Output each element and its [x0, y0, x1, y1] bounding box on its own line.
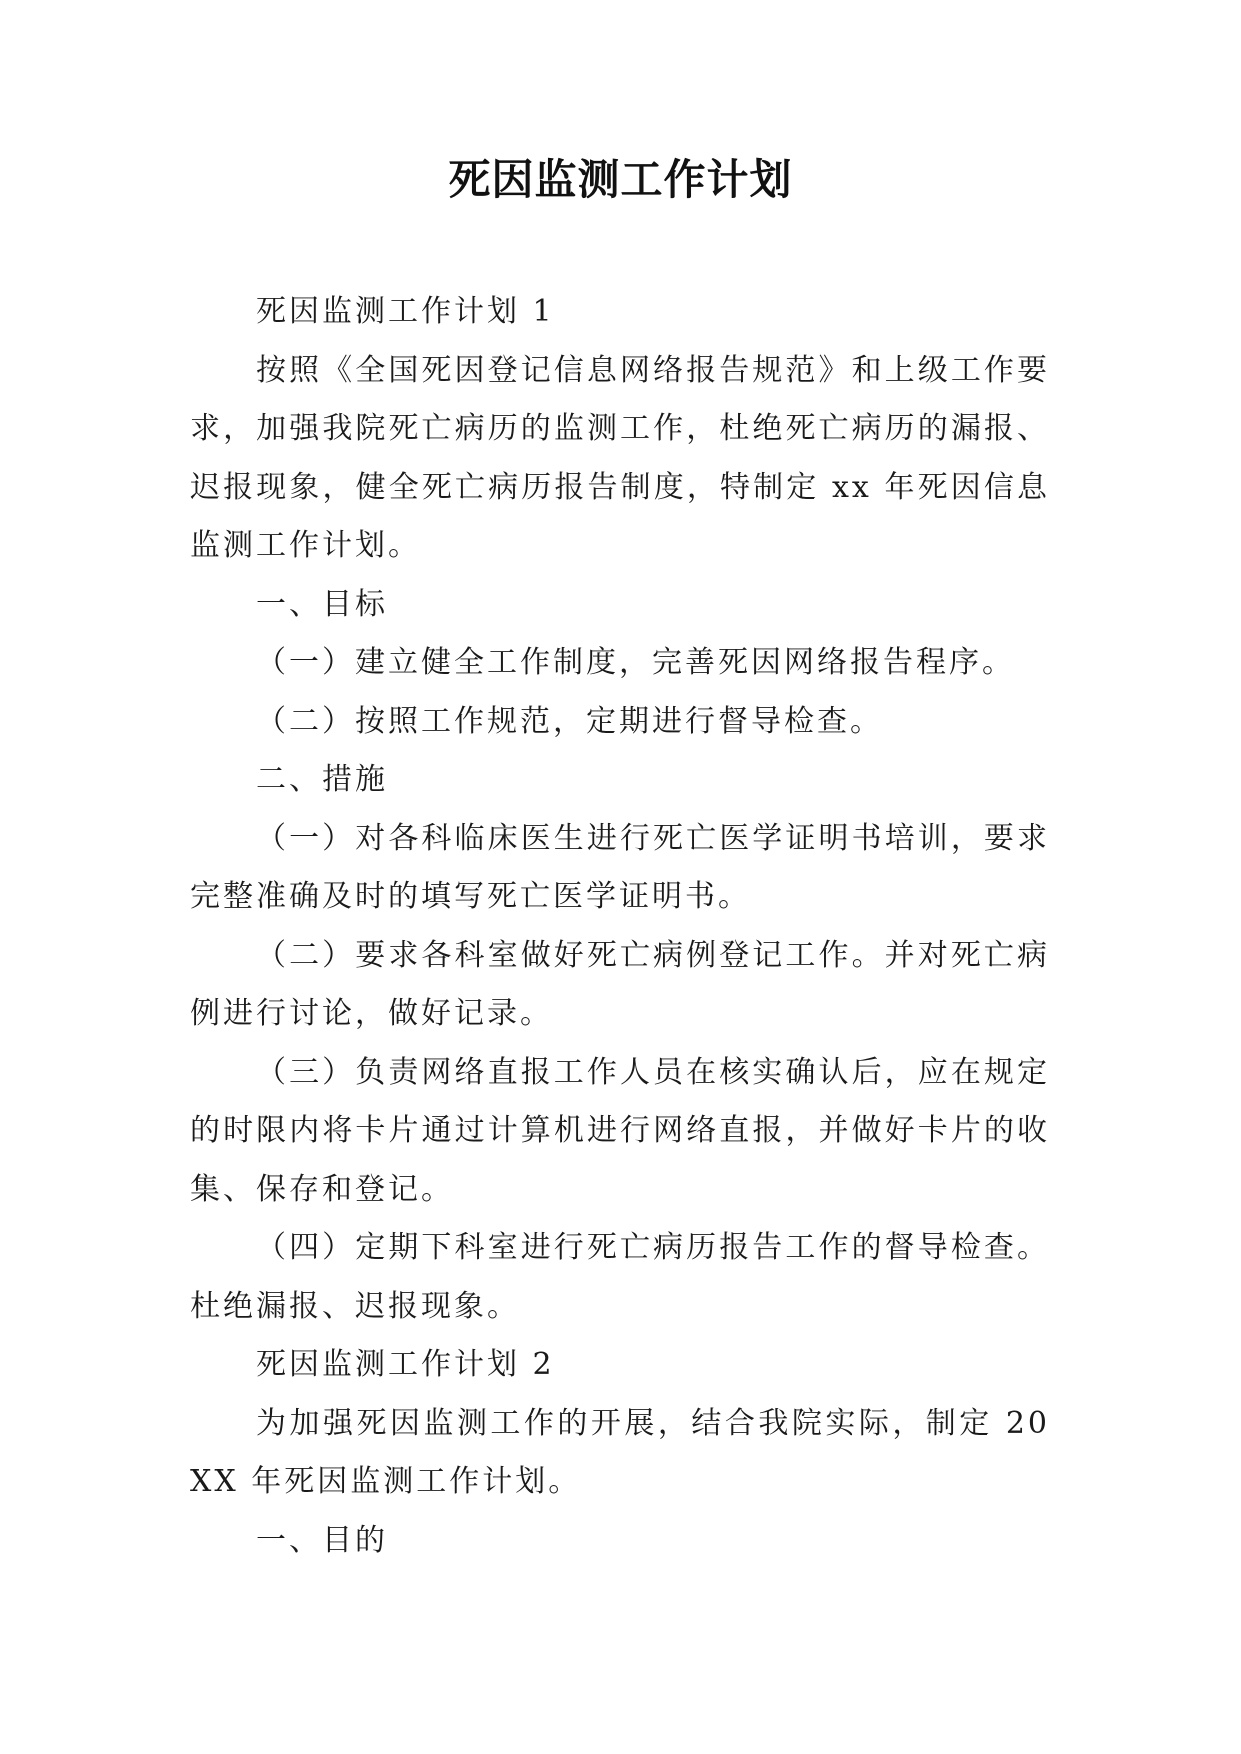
measure-item-2: （二）要求各科室做好死亡病例登记工作。并对死亡病例进行讨论，做好记录。: [190, 937, 1050, 1031]
paragraph-intro: 按照《全国死因登记信息网络报告规范》和上级工作要求，加强我院死亡病历的监测工作，杜绝死亡病历的漏报、迟报现象，健全死亡病历报告制度，特制定 xx 年死因信息监测工作计划。: [190, 352, 1050, 563]
measure-item-3: （三）负责网络直报工作人员在核实确认后，应在规定的时限内将卡片通过计算机进行网络直报，并做好卡片的收集、保存和登记。: [190, 1054, 1050, 1207]
section-heading-plan-2: 死因监测工作计划 2: [256, 1347, 555, 1382]
document-title: 死因监测工作计划: [448, 155, 793, 204]
heading-measures: 二、措施: [256, 762, 388, 797]
measure-item-1: （一）对各科临床医生进行死亡医学证明书培训，要求完整准确及时的填写死亡医学证明书。: [190, 820, 1050, 914]
goal-item-1: （一）建立健全工作制度，完善死因网络报告程序。: [256, 645, 1015, 680]
heading-goals: 一、目标: [256, 586, 388, 622]
paragraph-plan-2-intro: 为加强死因监测工作的开展，结合我院实际，制定 20XX 年死因监测工作计划。: [190, 1405, 1050, 1499]
measure-item-4: （四）定期下科室进行死亡病历报告工作的督导检查。杜绝漏报、迟报现象。: [190, 1230, 1050, 1324]
heading-purpose: 一、目的: [256, 1522, 388, 1558]
document-body: [190, 283, 1050, 1570]
section-heading-plan-1: 死因监测工作计划 1: [256, 294, 555, 329]
goal-item-2: （二）按照工作规范，定期进行督导检查。: [256, 703, 883, 739]
